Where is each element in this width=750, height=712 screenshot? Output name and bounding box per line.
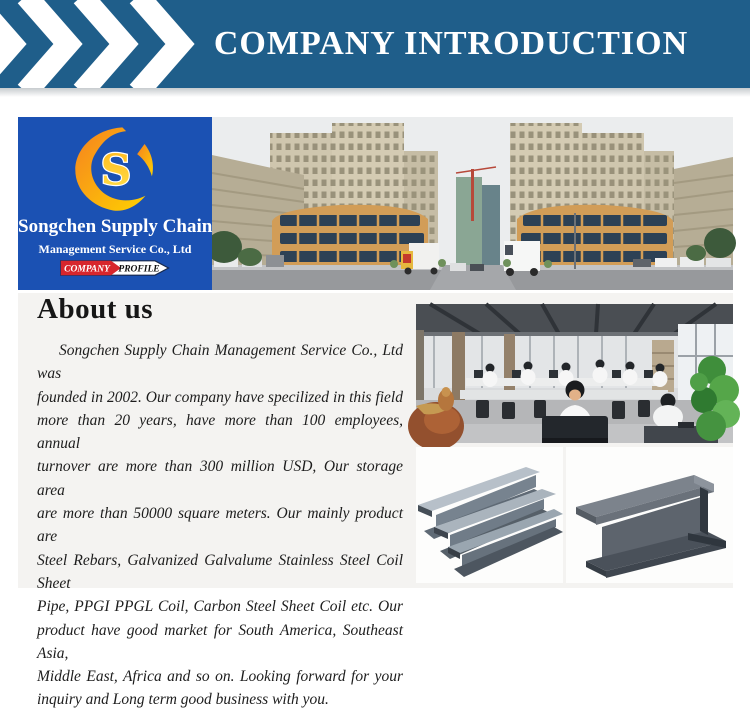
about-paragraph-line: founded in 2002. Our company have specilized in this field [37, 388, 403, 406]
about-paragraph-line: Pipe, PPGI PPGL Coil, Carbon Steel Sheet Coil etc. Our [37, 598, 403, 616]
section-header-banner [0, 0, 750, 88]
company-profile-badge [60, 260, 170, 276]
hero-strip [18, 117, 733, 290]
about-paragraph-line: turnover are more than 300 million USD, Our storage area [37, 458, 403, 499]
badge-right-label: PROFILE [118, 264, 160, 275]
banner-shadow [0, 88, 750, 97]
company-subtitle: Management Service Co., Ltd [38, 242, 192, 256]
badge-left-label: COMPANY [64, 264, 110, 275]
section-title: COMPANY INTRODUCTION [213, 25, 689, 62]
triple-chevron-right-icon [0, 0, 200, 88]
brand-panel [18, 117, 212, 290]
about-paragraph [37, 339, 403, 712]
about-paragraph-line: Middle East, Africa and so on. Looking forward for your [37, 668, 403, 686]
about-paragraph-line: product have good market for South America, Southeast Asia, [37, 621, 403, 662]
about-paragraph-line: inquiry and Long term good business with you. [37, 691, 329, 709]
stacked-h-beams-photo [416, 447, 563, 583]
about-panel [18, 293, 733, 709]
about-heading: About us [37, 293, 154, 325]
songchen-logo-icon [67, 123, 163, 213]
about-paragraph-line: more than 20 years, have more than 100 employees, annual [37, 411, 403, 453]
office-interior-photo [416, 304, 733, 443]
about-paragraph-line: Songchen Supply Chain Management Service Co., Ltd was [37, 342, 403, 383]
product-photo-tile [416, 447, 563, 583]
single-h-beam-photo [566, 447, 733, 583]
company-name: Songchen Supply Chain [18, 216, 213, 237]
city-buildings-photo [212, 117, 733, 290]
product-photo-tile [566, 447, 733, 583]
logo-letter: S [100, 145, 132, 196]
about-paragraph-line: are more than 50000 square meters. Our mainly product are [37, 505, 403, 546]
about-paragraph-line: Steel Rebars, Galvanized Galvalume Stainless Steel Coil Sheet [37, 551, 403, 592]
